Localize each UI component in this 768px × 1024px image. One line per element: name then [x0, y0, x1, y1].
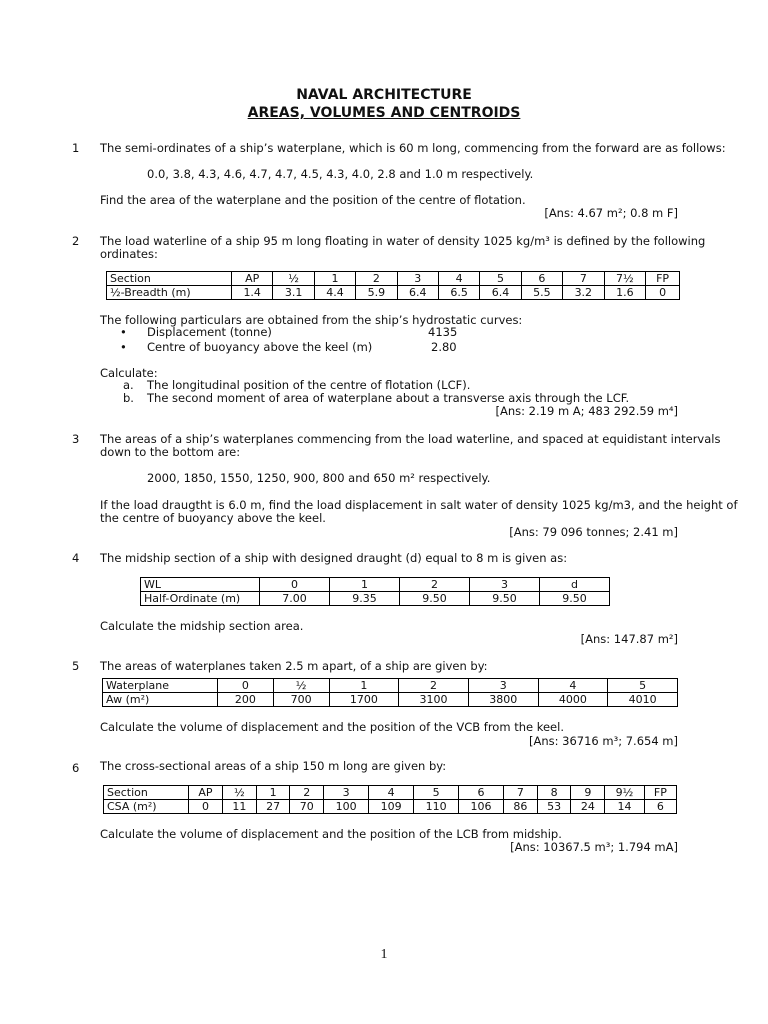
- table-cell: 4010: [608, 693, 678, 707]
- question-6-text: The cross-sectional areas of a ship 150 m long are given by:: [100, 759, 447, 773]
- table-row: [141, 592, 610, 606]
- table-cell: ½-Breadth (m): [107, 286, 232, 300]
- table-cell: 4.4: [314, 286, 355, 300]
- question-2-text-line1: The load waterline of a ship 95 m long floating in water of density 1025 kg/m³ is defined by the following: [100, 234, 706, 248]
- table-cell: 110: [414, 800, 459, 814]
- question-5-number: 5: [72, 659, 80, 673]
- table-cell: 1: [256, 786, 290, 800]
- table-cell: AP: [189, 786, 223, 800]
- table-cell: 8: [537, 786, 571, 800]
- question-6-number: 6: [72, 761, 80, 775]
- table-cell: 6.4: [397, 286, 438, 300]
- table-row: [103, 679, 678, 693]
- table-cell: Waterplane: [103, 679, 218, 693]
- question-3-text-line4: the centre of buoyancy above the keel.: [100, 511, 326, 525]
- table-cell: 3.1: [273, 286, 314, 300]
- breadth-table: [106, 271, 680, 300]
- table-cell: 5: [480, 272, 521, 286]
- table-cell: 9.50: [540, 592, 610, 606]
- table-cell: 3100: [399, 693, 469, 707]
- question-3-areas: 2000, 1850, 1550, 1250, 900, 800 and 650 m² respectively.: [147, 471, 491, 485]
- question-5-answer: [Ans: 36716 m³; 7.654 m]: [528, 734, 678, 748]
- question-4-text: The midship section of a ship with designed draught (d) equal to 8 m is given as:: [100, 551, 568, 565]
- table-cell: 86: [504, 800, 538, 814]
- table-cell: 4000: [538, 693, 608, 707]
- question-2-answer: [Ans: 2.19 m A; 483 292.59 m⁴]: [495, 404, 678, 418]
- table-row: [107, 272, 680, 286]
- list-item: The second moment of area of waterplane about a transverse axis through the LCF.: [147, 391, 630, 405]
- question-3-text-line1: The areas of a ship’s waterplanes commencing from the load waterline, and spaced at equidistant intervals: [100, 432, 721, 446]
- list-item: The longitudinal position of the centre of flotation (LCF).: [147, 378, 471, 392]
- table-cell: ½: [223, 786, 257, 800]
- table-cell: 3: [324, 786, 369, 800]
- table-row: [104, 800, 677, 814]
- table-cell: Section: [107, 272, 232, 286]
- table-cell: FP: [646, 272, 680, 286]
- half-ordinate-table: [140, 577, 610, 606]
- table-cell: 7½: [604, 272, 646, 286]
- table-cell: 5.9: [356, 286, 397, 300]
- document-subtitle: AREAS, VOLUMES AND CENTROIDS: [247, 105, 521, 121]
- question-2-particulars-intro: The following particulars are obtained from the ship’s hydrostatic curves:: [100, 313, 523, 327]
- question-1-ordinates: 0.0, 3.8, 4.3, 4.6, 4.7, 4.7, 4.5, 4.3, 4.0, 2.8 and 1.0 m respectively.: [147, 167, 534, 181]
- table-cell: 5.5: [521, 286, 562, 300]
- table-cell: ½: [273, 272, 314, 286]
- table-cell: 700: [273, 693, 329, 707]
- table-cell: 9: [571, 786, 605, 800]
- question-1-answer: [Ans: 4.67 m²; 0.8 m F]: [544, 206, 678, 220]
- question-3-answer: [Ans: 79 096 tonnes; 2.41 m]: [509, 525, 678, 539]
- table-cell: 9.35: [330, 592, 400, 606]
- table-row: [107, 286, 680, 300]
- table-cell: 3.2: [563, 286, 604, 300]
- table-row: [141, 578, 610, 592]
- table-cell: FP: [644, 786, 676, 800]
- buoyancy-value: 2.80: [431, 340, 457, 354]
- table-cell: Section: [104, 786, 189, 800]
- table-cell: 24: [571, 800, 605, 814]
- question-4-number: 4: [72, 551, 80, 565]
- table-cell: 1: [329, 679, 399, 693]
- list-marker: b.: [123, 391, 134, 405]
- table-cell: 5: [608, 679, 678, 693]
- table-cell: 3: [397, 272, 438, 286]
- question-5-calc: Calculate the volume of displacement and the position of the VCB from the keel.: [100, 720, 564, 734]
- table-cell: 106: [459, 800, 504, 814]
- question-2-number: 2: [72, 234, 80, 248]
- table-cell: 3: [468, 679, 538, 693]
- question-3-text-line2: down to the bottom are:: [100, 445, 241, 459]
- table-cell: 11: [223, 800, 257, 814]
- table-cell: 3: [470, 578, 540, 592]
- table-cell: d: [540, 578, 610, 592]
- table-cell: 7: [504, 786, 538, 800]
- table-cell: 0: [260, 578, 330, 592]
- table-cell: 6: [521, 272, 562, 286]
- table-cell: 5: [414, 786, 459, 800]
- question-2-text-line2: ordinates:: [100, 247, 158, 261]
- table-cell: 70: [290, 800, 324, 814]
- table-cell: 1: [330, 578, 400, 592]
- table-cell: 6: [644, 800, 676, 814]
- table-cell: 200: [218, 693, 274, 707]
- table-cell: 2: [290, 786, 324, 800]
- table-cell: 1: [314, 272, 355, 286]
- table-cell: ½: [273, 679, 329, 693]
- question-1-number: 1: [72, 141, 80, 155]
- list-item: [120, 325, 272, 339]
- page-number: 1: [380, 947, 388, 962]
- table-cell: Aw (m²): [103, 693, 218, 707]
- table-cell: 0: [218, 679, 274, 693]
- question-3-text-line3: If the load draugtht is 6.0 m, find the load displacement in salt water of density 1025 kg/m3, and the height of: [100, 498, 738, 512]
- question-2-calculate: Calculate:: [100, 366, 158, 380]
- table-cell: CSA (m²): [104, 800, 189, 814]
- table-cell: 6.5: [438, 286, 479, 300]
- table-cell: AP: [232, 272, 273, 286]
- question-1-text: The semi-ordinates of a ship’s waterplane, which is 60 m long, commencing from the forward are as follows:: [100, 141, 726, 155]
- table-cell: WL: [141, 578, 260, 592]
- question-6-answer: [Ans: 10367.5 m³; 1.794 mA]: [510, 840, 678, 854]
- table-cell: 14: [605, 800, 645, 814]
- table-cell: 4: [438, 272, 479, 286]
- document-title: NAVAL ARCHITECTURE: [296, 87, 472, 103]
- table-cell: 6: [459, 786, 504, 800]
- table-cell: 9.50: [400, 592, 470, 606]
- table-cell: Half-Ordinate (m): [141, 592, 260, 606]
- question-3-number: 3: [72, 432, 80, 446]
- table-row: [104, 786, 677, 800]
- table-cell: 0: [646, 286, 680, 300]
- table-cell: 6.4: [480, 286, 521, 300]
- list-marker: a.: [123, 378, 134, 392]
- bullet-icon: •: [120, 325, 127, 339]
- table-cell: 2: [356, 272, 397, 286]
- table-cell: 2: [399, 679, 469, 693]
- table-cell: 7.00: [260, 592, 330, 606]
- bullet-label: Centre of buoyancy above the keel (m): [147, 340, 373, 354]
- table-row: [103, 693, 678, 707]
- table-cell: 0: [189, 800, 223, 814]
- question-1-find: Find the area of the waterplane and the position of the centre of flotation.: [100, 193, 526, 207]
- table-cell: 9½: [605, 786, 645, 800]
- table-cell: 53: [537, 800, 571, 814]
- table-cell: 9.50: [470, 592, 540, 606]
- question-4-answer: [Ans: 147.87 m²]: [580, 632, 678, 646]
- table-cell: 100: [324, 800, 369, 814]
- table-cell: 27: [256, 800, 290, 814]
- table-cell: 7: [563, 272, 604, 286]
- question-6-calc: Calculate the volume of displacement and the position of the LCB from midship.: [100, 827, 562, 841]
- waterplane-table: [102, 678, 678, 707]
- table-cell: 1.6: [604, 286, 646, 300]
- bullet-label: Displacement (tonne): [147, 325, 272, 339]
- table-cell: 1700: [329, 693, 399, 707]
- table-cell: 4: [369, 786, 414, 800]
- question-4-calc: Calculate the midship section area.: [100, 619, 304, 633]
- cross-section-table: [103, 785, 677, 814]
- question-5-text: The areas of waterplanes taken 2.5 m apart, of a ship are given by:: [100, 659, 488, 673]
- list-item: [120, 340, 372, 354]
- table-cell: 2: [400, 578, 470, 592]
- table-cell: 1.4: [232, 286, 273, 300]
- table-cell: 109: [369, 800, 414, 814]
- table-cell: 4: [538, 679, 608, 693]
- table-cell: 3800: [468, 693, 538, 707]
- displacement-value: 4135: [428, 325, 458, 339]
- bullet-icon: •: [120, 340, 127, 354]
